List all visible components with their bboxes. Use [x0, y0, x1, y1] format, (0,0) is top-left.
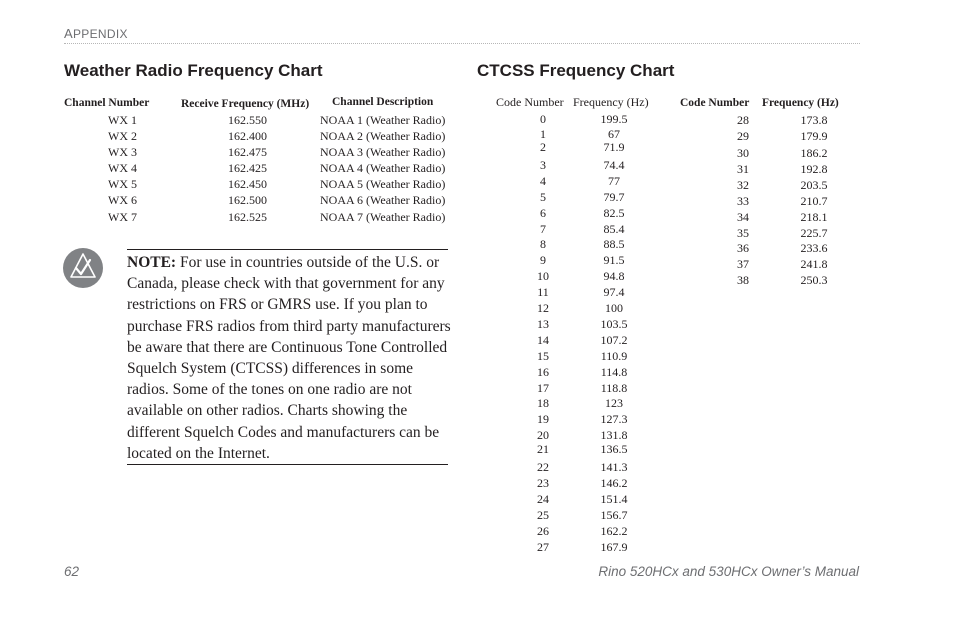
- weather-frequency-cell: 162.475: [228, 145, 267, 159]
- ctcss-frequency-cell: 74.4: [603, 158, 625, 172]
- note-label: NOTE:: [127, 254, 177, 271]
- weather-channel-cell: WX 4: [108, 161, 137, 175]
- ctcss-code-cell: 37: [737, 257, 749, 271]
- ctcss-code-cell: 35: [737, 226, 749, 240]
- ctcss-frequency-cell: 71.9: [603, 140, 625, 154]
- ctcss-frequency-cell: 118.8: [600, 381, 628, 395]
- ctcss-code-cell: 31: [737, 162, 749, 176]
- ctcss-code-cell: 14: [537, 333, 549, 347]
- ctcss-code-cell: 26: [537, 524, 549, 538]
- ctcss-code-cell: 21: [537, 442, 549, 456]
- ctcss-frequency-cell: 100: [605, 301, 623, 315]
- ctcss-chart-title: CTCSS Frequency Chart: [477, 61, 675, 80]
- weather-frequency-cell: 162.500: [228, 193, 267, 207]
- note-text: [127, 252, 452, 464]
- ctcss-code-cell: 3: [540, 158, 546, 172]
- ctcss-code-cell: 2: [540, 140, 546, 154]
- ctcss-frequency-cell: 192.8: [800, 162, 828, 176]
- ctcss-code-cell: 20: [537, 428, 549, 442]
- ctcss-frequency-cell: 82.5: [603, 206, 625, 220]
- ctcss-frequency-cell: 250.3: [800, 273, 828, 287]
- ctcss-code-cell: 25: [537, 508, 549, 522]
- ctcss-code-cell: 22: [537, 460, 549, 474]
- ctcss-code-cell: 29: [737, 129, 749, 143]
- weather-frequency-cell: 162.425: [228, 161, 267, 175]
- ctcss-frequency-cell: 79.7: [603, 190, 625, 204]
- weather-frequency-cell: 162.525: [228, 210, 267, 224]
- ctcss-frequency-cell: 94.8: [603, 269, 625, 283]
- ctcss-code-cell: 27: [537, 540, 549, 554]
- weather-description-cell: NOAA 6 (Weather Radio): [320, 193, 446, 207]
- ctcss-code-cell: 1: [540, 127, 546, 141]
- manual-title: Rino 520HCx and 530HCx Owner’s Manual: [598, 564, 859, 579]
- ctcss-frequency-cell: 210.7: [800, 194, 828, 208]
- ctcss-right-col-code: Code Number: [680, 97, 750, 109]
- ctcss-code-cell: 17: [537, 381, 549, 395]
- ctcss-frequency-cell: 88.5: [603, 237, 625, 251]
- ctcss-frequency-cell: 91.5: [603, 253, 625, 267]
- ctcss-code-cell: 12: [537, 301, 549, 315]
- ctcss-frequency-cell: 225.7: [800, 226, 828, 240]
- ctcss-frequency-cell: 156.7: [600, 508, 628, 522]
- ctcss-code-cell: 36: [737, 241, 749, 255]
- ctcss-code-cell: 7: [540, 222, 546, 236]
- ctcss-code-cell: 15: [537, 349, 549, 363]
- weather-description-cell: NOAA 3 (Weather Radio): [320, 145, 446, 159]
- section-header-rest: PPENDIX: [72, 27, 128, 41]
- note-icon: [63, 248, 103, 288]
- ctcss-frequency-cell: 199.5: [600, 112, 628, 126]
- section-header: [64, 26, 128, 41]
- ctcss-code-cell: 24: [537, 492, 549, 506]
- weather-col-frequency: Receive Frequency (MHz): [181, 98, 310, 110]
- weather-description-cell: NOAA 1 (Weather Radio): [320, 113, 446, 127]
- weather-description-cell: NOAA 5 (Weather Radio): [320, 177, 446, 191]
- ctcss-frequency-cell: 123: [605, 396, 623, 410]
- ctcss-code-cell: 11: [537, 285, 549, 299]
- ctcss-code-cell: 4: [540, 174, 546, 188]
- weather-chart-title: Weather Radio Frequency Chart: [64, 61, 323, 80]
- ctcss-frequency-cell: 85.4: [603, 222, 625, 236]
- ctcss-frequency-cell: 67: [608, 127, 620, 141]
- ctcss-code-cell: 23: [537, 476, 549, 490]
- ctcss-frequency-cell: 186.2: [800, 146, 828, 160]
- ctcss-frequency-cell: 131.8: [600, 428, 628, 442]
- note-top-rule: [127, 249, 448, 250]
- ctcss-code-cell: 16: [537, 365, 549, 379]
- ctcss-frequency-cell: 103.5: [600, 317, 628, 331]
- ctcss-frequency-cell: 127.3: [600, 412, 628, 426]
- weather-description-cell: NOAA 2 (Weather Radio): [320, 129, 446, 143]
- ctcss-frequency-cell: 233.6: [800, 241, 828, 255]
- ctcss-code-cell: 6: [540, 206, 546, 220]
- page-number: 62: [64, 564, 80, 579]
- ctcss-code-cell: 38: [737, 273, 749, 287]
- weather-frequency-cell: 162.450: [228, 177, 267, 191]
- ctcss-code-cell: 13: [537, 317, 549, 331]
- note-body: For use in countries outside of the U.S. or Canada, please check with that government for any restrictions on FRS or GMRS use. If you plan to purchase FRS radios from third party manufacturers be aware that there are Continuous Tone Controlled Squelch System (CTCSS) differences in some radios. Some of the tones on one radio are not available on other radios. Charts showing the different Squelch Codes and manufacturers can be located on the Internet.: [127, 254, 451, 462]
- ctcss-frequency-cell: 107.2: [600, 333, 628, 347]
- ctcss-code-cell: 9: [540, 253, 546, 267]
- section-header-initial: A: [64, 26, 73, 41]
- ctcss-frequency-cell: 77: [608, 174, 620, 188]
- ctcss-code-cell: 33: [737, 194, 749, 208]
- note-bottom-rule: [127, 464, 448, 465]
- header-divider: [64, 43, 860, 44]
- weather-col-channel: Channel Number: [64, 97, 150, 109]
- weather-channel-cell: WX 7: [108, 210, 137, 224]
- ctcss-frequency-cell: 146.2: [600, 476, 628, 490]
- ctcss-frequency-cell: 136.5: [600, 442, 628, 456]
- ctcss-code-cell: 18: [537, 396, 549, 410]
- weather-channel-cell: WX 3: [108, 145, 137, 159]
- weather-col-description: Channel Description: [332, 96, 434, 108]
- ctcss-frequency-cell: 114.8: [600, 365, 628, 379]
- ctcss-frequency-cell: 241.8: [800, 257, 828, 271]
- weather-frequency-cell: 162.550: [228, 113, 267, 127]
- ctcss-frequency-cell: 110.9: [600, 349, 628, 363]
- ctcss-code-cell: 0: [540, 112, 546, 126]
- ctcss-code-cell: 32: [737, 178, 749, 192]
- ctcss-code-cell: 10: [537, 269, 549, 283]
- weather-description-cell: NOAA 4 (Weather Radio): [320, 161, 446, 175]
- ctcss-frequency-cell: 141.3: [600, 460, 628, 474]
- weather-description-cell: NOAA 7 (Weather Radio): [320, 210, 446, 224]
- ctcss-frequency-cell: 173.8: [800, 113, 828, 127]
- ctcss-frequency-cell: 97.4: [603, 285, 625, 299]
- ctcss-frequency-cell: 162.2: [600, 524, 628, 538]
- ctcss-left-col-code: Code Number: [496, 95, 564, 109]
- ctcss-frequency-cell: 167.9: [600, 540, 628, 554]
- weather-channel-cell: WX 2: [108, 129, 137, 143]
- ctcss-code-cell: 8: [540, 237, 546, 251]
- ctcss-right-col-frequency: Frequency (Hz): [762, 97, 839, 109]
- weather-channel-cell: WX 6: [108, 193, 137, 207]
- weather-channel-cell: WX 5: [108, 177, 137, 191]
- weather-channel-cell: WX 1: [108, 113, 137, 127]
- ctcss-frequency-cell: 179.9: [800, 129, 828, 143]
- ctcss-frequency-cell: 203.5: [800, 178, 828, 192]
- ctcss-code-cell: 19: [537, 412, 549, 426]
- ctcss-code-cell: 5: [540, 190, 546, 204]
- ctcss-frequency-cell: 151.4: [600, 492, 628, 506]
- ctcss-code-cell: 34: [737, 210, 749, 224]
- weather-frequency-cell: 162.400: [228, 129, 267, 143]
- ctcss-frequency-cell: 218.1: [800, 210, 828, 224]
- ctcss-code-cell: 28: [737, 113, 749, 127]
- ctcss-left-col-frequency: Frequency (Hz): [573, 95, 649, 109]
- ctcss-code-cell: 30: [737, 146, 749, 160]
